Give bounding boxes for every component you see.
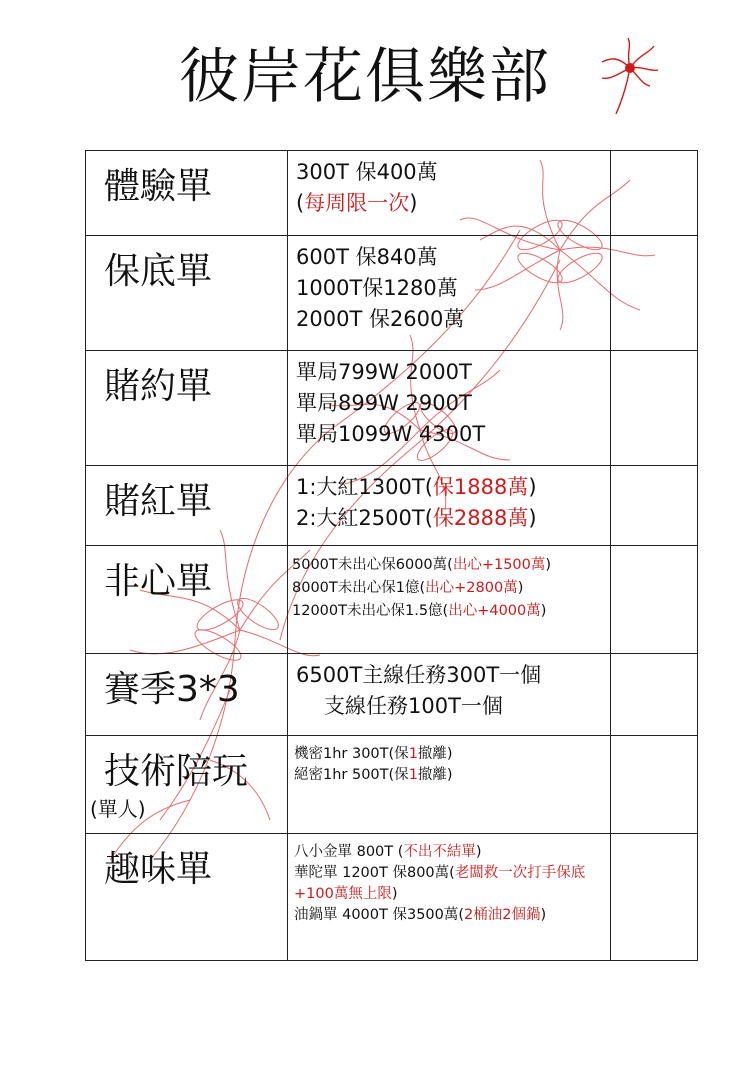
empty-cell bbox=[611, 736, 698, 834]
category-label: 賭約單 bbox=[104, 366, 213, 407]
price-cell bbox=[288, 546, 611, 654]
price-text: 1000T保1280萬 bbox=[296, 276, 458, 300]
empty-cell bbox=[611, 834, 698, 961]
table-row bbox=[86, 654, 698, 736]
price-text: ) bbox=[517, 580, 524, 596]
price-line bbox=[294, 744, 610, 765]
highlight-text: 老闆救一次打手保底+100萬無上限 bbox=[294, 865, 586, 902]
highlight-text: 每周限一次 bbox=[304, 191, 410, 215]
category-cell bbox=[86, 466, 288, 546]
highlight-text: 出心+2800萬 bbox=[425, 580, 518, 596]
price-text: 2:大紅2500T( bbox=[296, 506, 433, 530]
price-line bbox=[294, 863, 610, 905]
table-row bbox=[86, 466, 698, 546]
price-text: 單局1099W 4300T bbox=[296, 422, 486, 446]
price-text: ) bbox=[475, 844, 482, 860]
price-cell bbox=[288, 236, 611, 351]
price-line bbox=[296, 304, 610, 335]
price-cell bbox=[288, 466, 611, 546]
price-text: 8000T未出心保1億( bbox=[292, 580, 426, 596]
category-cell bbox=[86, 351, 288, 466]
table-row bbox=[86, 834, 698, 961]
price-cell bbox=[288, 736, 611, 834]
price-line bbox=[294, 765, 610, 786]
price-text: ) bbox=[540, 603, 547, 619]
price-cell bbox=[288, 151, 611, 236]
price-line bbox=[296, 188, 610, 219]
highlight-text: 保2888萬 bbox=[432, 506, 529, 530]
price-line bbox=[296, 691, 610, 722]
highlight-text: 保1888萬 bbox=[432, 475, 529, 499]
highlight-text: 不出不結單 bbox=[403, 844, 476, 860]
category-label: 保底單 bbox=[104, 251, 213, 292]
price-text: ( bbox=[296, 191, 305, 215]
empty-cell bbox=[611, 151, 698, 236]
price-line bbox=[294, 905, 610, 926]
table-row bbox=[86, 151, 698, 236]
category-label: 賭紅單 bbox=[104, 481, 213, 522]
category-cell bbox=[86, 236, 288, 351]
highlight-text: 1 bbox=[408, 746, 418, 762]
price-text: 300T 保400萬 bbox=[296, 160, 438, 184]
price-text: ) bbox=[528, 506, 537, 530]
price-text: 5000T未出心保6000萬( bbox=[292, 557, 453, 573]
price-text: 華陀單 1200T 保800萬( bbox=[294, 865, 455, 881]
price-text: 撤離) bbox=[417, 767, 453, 783]
price-line bbox=[296, 157, 610, 188]
price-text: 600T 保840萬 bbox=[296, 245, 438, 269]
price-line bbox=[296, 242, 610, 273]
category-cell bbox=[86, 834, 288, 961]
table-row bbox=[86, 351, 698, 466]
price-line bbox=[294, 842, 610, 863]
price-text: 單局799W 2000T bbox=[296, 360, 472, 384]
category-cell bbox=[86, 654, 288, 736]
price-line bbox=[296, 472, 610, 503]
price-text: ) bbox=[409, 191, 418, 215]
price-cell bbox=[288, 654, 611, 736]
price-line bbox=[296, 660, 610, 691]
price-text: 支線任務100T一個 bbox=[324, 694, 503, 718]
price-cell bbox=[288, 834, 611, 961]
category-cell bbox=[86, 546, 288, 654]
price-text: 撤離) bbox=[417, 746, 453, 762]
price-text: 1:大紅1300T( bbox=[296, 475, 433, 499]
price-line bbox=[296, 357, 610, 388]
table-row bbox=[86, 236, 698, 351]
price-line bbox=[292, 554, 610, 577]
table-row bbox=[86, 736, 698, 834]
price-text: 絕密1hr 500T(保 bbox=[294, 767, 409, 783]
price-text: ) bbox=[540, 907, 547, 923]
empty-cell bbox=[611, 546, 698, 654]
table-row bbox=[86, 546, 698, 654]
category-sublabel: (單人) bbox=[90, 797, 146, 821]
empty-cell bbox=[611, 654, 698, 736]
category-label: 賽季3*3 bbox=[104, 669, 240, 710]
highlight-text: 出心+1500萬 bbox=[452, 557, 546, 573]
price-text: ) bbox=[545, 557, 552, 573]
price-line bbox=[296, 503, 610, 534]
price-line bbox=[296, 388, 610, 419]
category-label: 非心單 bbox=[104, 561, 213, 602]
price-text: 八小金單 800T ( bbox=[294, 844, 404, 860]
price-text: 單局899W 2900T bbox=[296, 391, 472, 415]
price-text: 12000T未出心保1.5億( bbox=[292, 603, 449, 619]
category-cell bbox=[86, 736, 288, 834]
highlight-text: 出心+4000萬 bbox=[448, 603, 541, 619]
price-text: 機密1hr 300T(保 bbox=[294, 746, 409, 762]
price-text: ) bbox=[528, 475, 537, 499]
price-text: ) bbox=[391, 886, 398, 902]
empty-cell bbox=[611, 466, 698, 546]
empty-cell bbox=[611, 351, 698, 466]
price-line bbox=[292, 577, 610, 600]
price-text: 6500T主線任務300T一個 bbox=[296, 663, 542, 687]
highlight-text: 1 bbox=[408, 767, 418, 783]
category-label: 體驗單 bbox=[104, 166, 213, 207]
price-cell bbox=[288, 351, 611, 466]
price-line bbox=[296, 419, 610, 450]
empty-cell bbox=[611, 236, 698, 351]
price-text: 2000T 保2600萬 bbox=[296, 307, 465, 331]
highlight-text: 2桶油2個鍋 bbox=[464, 907, 541, 923]
page-title: 彼岸花俱樂部 bbox=[179, 42, 551, 112]
price-table bbox=[85, 150, 698, 961]
price-line bbox=[296, 273, 610, 304]
category-cell bbox=[86, 151, 288, 236]
price-text: 油鍋單 4000T 保3500萬( bbox=[294, 907, 465, 923]
category-label: 技術陪玩 bbox=[104, 751, 249, 792]
price-line bbox=[292, 600, 610, 623]
category-label: 趣味單 bbox=[104, 849, 213, 890]
